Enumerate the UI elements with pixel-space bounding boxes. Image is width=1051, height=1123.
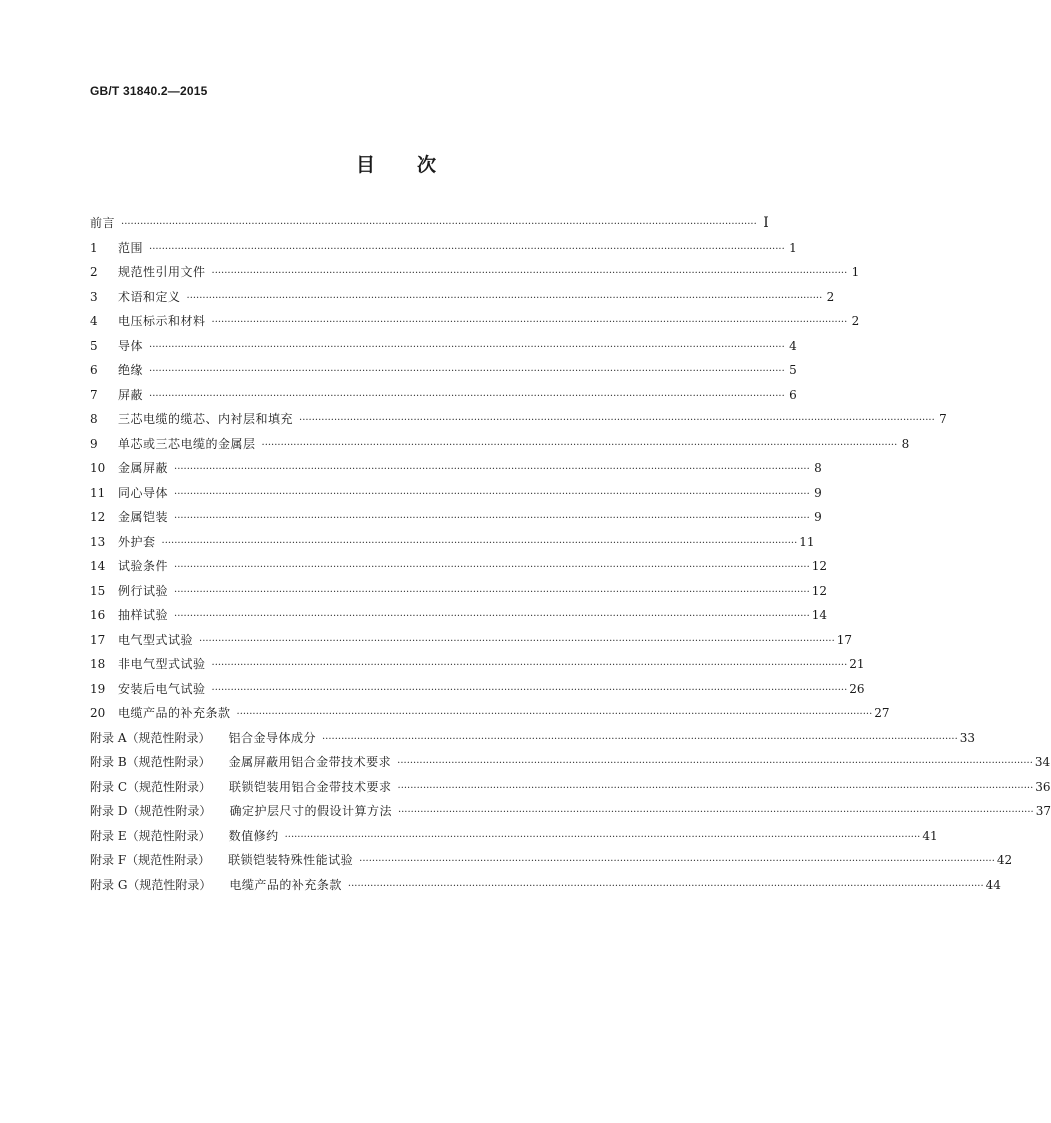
document-code: GB/T 31840.2—2015 xyxy=(90,84,208,98)
toc-leader-dots: ········································································································································································································ xyxy=(149,341,785,353)
toc-entry-number: 14 xyxy=(90,559,106,573)
toc-entry[interactable] xyxy=(90,582,828,607)
toc-entry[interactable] xyxy=(90,386,797,411)
toc-entry[interactable] xyxy=(90,288,835,313)
toc-entry-number: 4 xyxy=(90,314,98,328)
toc-entry-number: 9 xyxy=(90,436,98,451)
toc-entry-title: 单芯或三芯电缆的金属层 xyxy=(118,436,256,451)
toc-leader-dots: ········································································································································································································ xyxy=(121,219,757,230)
toc-entry-title: 同心导体 xyxy=(118,485,169,500)
toc-entry-title: 铝合金导体成分 xyxy=(228,730,316,745)
toc-title-char: 次 xyxy=(417,154,439,176)
toc-leader-dots: ········································································································································································································ xyxy=(174,611,810,622)
toc-leader-dots: ········································································································································································································ xyxy=(174,464,810,475)
toc-leader-dots: ········································································································································································································ xyxy=(261,439,898,451)
toc-entry-number: 5 xyxy=(90,338,98,353)
toc-leader-dots: ········································································································································································································ xyxy=(149,243,785,255)
toc-leader-dots: ········································································································································································································ xyxy=(322,733,958,745)
toc-list xyxy=(90,214,1051,900)
toc-entry-number: 17 xyxy=(90,632,106,647)
toc-page-number: 9 xyxy=(814,510,822,524)
toc-page-number: 36 xyxy=(1035,779,1051,794)
toc-page-number: 7 xyxy=(939,412,947,426)
toc-entry-title: 联锁铠装特殊性能试验 xyxy=(228,853,354,867)
toc-entry-title: 电缆产品的补充条款 xyxy=(229,877,342,892)
toc-entry[interactable] xyxy=(90,802,1051,827)
toc-entry-title: 前言 xyxy=(90,216,116,230)
toc-entry-title: 电气型式试验 xyxy=(118,632,194,647)
toc-leader-dots: ········································································································································································································ xyxy=(397,807,1034,818)
toc-entry-number: 2 xyxy=(90,265,98,279)
toc-page-number: 44 xyxy=(985,877,1001,892)
toc-page-number: 5 xyxy=(789,363,797,377)
toc-page-number: 11 xyxy=(799,534,815,549)
toc-page-number: 17 xyxy=(836,632,853,647)
toc-entry[interactable] xyxy=(90,337,797,362)
toc-entry[interactable] xyxy=(90,753,1051,778)
toc-entry-title: 金属铠装 xyxy=(118,510,169,524)
toc-entry[interactable] xyxy=(90,410,947,435)
toc-entry[interactable] xyxy=(90,851,1013,876)
toc-page-number: 2 xyxy=(851,314,860,328)
toc-leader-dots: ········································································································································································································ xyxy=(236,709,873,720)
toc-entry-title: 电压标示和材料 xyxy=(118,314,206,328)
toc-entry-title: 术语和定义 xyxy=(118,289,181,304)
toc-entry-title: 试验条件 xyxy=(118,559,169,573)
toc-page-number: 26 xyxy=(849,681,865,696)
toc-entry[interactable] xyxy=(90,214,769,239)
toc-entry[interactable] xyxy=(90,876,1001,901)
toc-entry-title: 金属屏蔽 xyxy=(118,461,169,475)
toc-entry-title: 联锁铠装用铝合金带技术要求 xyxy=(229,779,392,794)
toc-page-number: 33 xyxy=(959,730,976,745)
toc-entry[interactable] xyxy=(90,729,976,754)
toc-entry-title: 安装后电气试验 xyxy=(118,681,206,696)
toc-leader-dots: ········································································································································································································ xyxy=(347,880,984,892)
toc-entry-number: 16 xyxy=(90,608,106,622)
toc-entry-title: 三芯电缆的缆芯、内衬层和填充 xyxy=(118,412,294,426)
toc-entry-number: 7 xyxy=(90,387,98,402)
toc-entry-number: 11 xyxy=(90,485,106,500)
toc-entry[interactable] xyxy=(90,680,865,705)
toc-leader-dots: ········································································································································································································ xyxy=(211,684,848,696)
toc-entry-number: 15 xyxy=(90,583,106,598)
toc-entry-number: 1 xyxy=(90,240,98,255)
toc-annex-label: 附录 C（规范性附录） xyxy=(90,779,211,794)
toc-leader-dots: ········································································································································································································ xyxy=(186,292,823,304)
toc-annex-label: 附录 E（规范性附录） xyxy=(90,828,211,843)
toc-entry-title: 绝缘 xyxy=(118,363,144,377)
toc-annex-label: 附录 D（规范性附录） xyxy=(90,804,212,818)
toc-page-number: 12 xyxy=(811,583,828,598)
toc-page-number: 8 xyxy=(814,461,822,475)
toc-title-char: 目 xyxy=(355,154,377,176)
toc-page-number: 34 xyxy=(1034,755,1051,769)
toc-leader-dots: ········································································································································································································ xyxy=(161,537,798,549)
toc-entry[interactable] xyxy=(90,704,890,729)
toc-entry[interactable] xyxy=(90,459,822,484)
toc-page-number: 1 xyxy=(851,265,860,279)
toc-annex-label: 附录 G（规范性附录） xyxy=(90,877,212,892)
toc-entry[interactable] xyxy=(90,361,797,386)
toc-leader-dots: ········································································································································································································ xyxy=(211,660,848,671)
toc-page-number: 41 xyxy=(922,828,938,843)
toc-entry[interactable] xyxy=(90,239,797,264)
toc-entry-title: 规范性引用文件 xyxy=(118,265,206,279)
toc-page-number: 8 xyxy=(901,436,910,451)
toc-page-number: 4 xyxy=(789,338,797,353)
toc-entry-title: 例行试验 xyxy=(118,583,169,598)
toc-leader-dots: ········································································································································································································ xyxy=(174,513,810,524)
toc-entry-title: 确定护层尺寸的假设计算方法 xyxy=(229,804,392,818)
toc-page-number: I xyxy=(763,215,769,231)
toc-leader-dots: ········································································································································································································ xyxy=(199,635,835,647)
toc-title xyxy=(0,150,794,177)
toc-page-number: 21 xyxy=(849,657,865,671)
toc-entry-title: 电缆产品的补充条款 xyxy=(118,706,231,720)
toc-leader-dots: ········································································································································································································ xyxy=(149,390,785,402)
toc-page-number: 9 xyxy=(814,485,822,500)
toc-entry[interactable] xyxy=(90,312,860,337)
toc-annex-label: 附录 F（规范性附录） xyxy=(90,853,211,867)
toc-entry-number: 8 xyxy=(90,412,98,426)
toc-entry[interactable] xyxy=(90,606,828,631)
toc-entry-title: 非电气型式试验 xyxy=(118,657,206,671)
toc-leader-dots: ········································································································································································································ xyxy=(211,268,848,279)
toc-entry-number: 3 xyxy=(90,289,98,304)
toc-entry-number: 13 xyxy=(90,534,106,549)
toc-entry-title: 屏蔽 xyxy=(118,387,144,402)
toc-entry[interactable] xyxy=(90,631,853,656)
toc-annex-label: 附录 B（规范性附录） xyxy=(90,755,211,769)
toc-leader-dots: ········································································································································································································ xyxy=(397,758,1033,769)
toc-entry-number: 18 xyxy=(90,657,106,671)
toc-leader-dots: ········································································································································································································ xyxy=(174,562,810,573)
toc-entry-title: 外护套 xyxy=(118,534,156,549)
toc-page-number: 37 xyxy=(1035,804,1051,818)
toc-page-number: 42 xyxy=(996,853,1013,867)
toc-page-number: 1 xyxy=(789,240,797,255)
toc-entry[interactable] xyxy=(90,484,822,509)
toc-entry-title: 抽样试验 xyxy=(118,608,169,622)
toc-annex-label: 附录 A（规范性附录） xyxy=(90,730,211,745)
toc-entry[interactable] xyxy=(90,508,822,533)
toc-entry[interactable] xyxy=(90,778,1051,803)
toc-page-number: 12 xyxy=(811,559,828,573)
toc-leader-dots: ········································································································································································································ xyxy=(299,415,935,426)
toc-entry-number: 10 xyxy=(90,461,106,475)
toc-entry-title: 金属屏蔽用铝合金带技术要求 xyxy=(228,755,392,769)
toc-entry-number: 12 xyxy=(90,510,106,524)
toc-entry-number: 20 xyxy=(90,706,106,720)
toc-leader-dots: ········································································································································································································ xyxy=(397,782,1034,794)
toc-entry-number: 19 xyxy=(90,681,106,696)
toc-entry[interactable] xyxy=(90,435,910,460)
toc-entry[interactable] xyxy=(90,827,938,852)
toc-entry[interactable] xyxy=(90,557,828,582)
toc-leader-dots: ········································································································································································································ xyxy=(211,317,848,328)
toc-leader-dots: ········································································································································································································ xyxy=(284,831,921,843)
toc-leader-dots: ········································································································································································································ xyxy=(174,586,810,598)
toc-entry-title: 范围 xyxy=(118,240,144,255)
toc-page-number: 27 xyxy=(874,706,890,720)
toc-entry-number: 6 xyxy=(90,363,98,377)
toc-entry-title: 数值修约 xyxy=(228,828,279,843)
toc-leader-dots: ········································································································································································································ xyxy=(174,488,810,500)
toc-leader-dots: ········································································································································································································ xyxy=(149,366,785,377)
toc-entry[interactable] xyxy=(90,263,860,288)
toc-page-number: 2 xyxy=(826,289,835,304)
toc-page-number: 14 xyxy=(811,608,828,622)
toc-page-number: 6 xyxy=(789,387,797,402)
toc-entry[interactable] xyxy=(90,655,865,680)
toc-entry-title: 导体 xyxy=(118,338,144,353)
toc-entry[interactable] xyxy=(90,533,815,558)
toc-leader-dots: ········································································································································································································ xyxy=(359,856,995,867)
